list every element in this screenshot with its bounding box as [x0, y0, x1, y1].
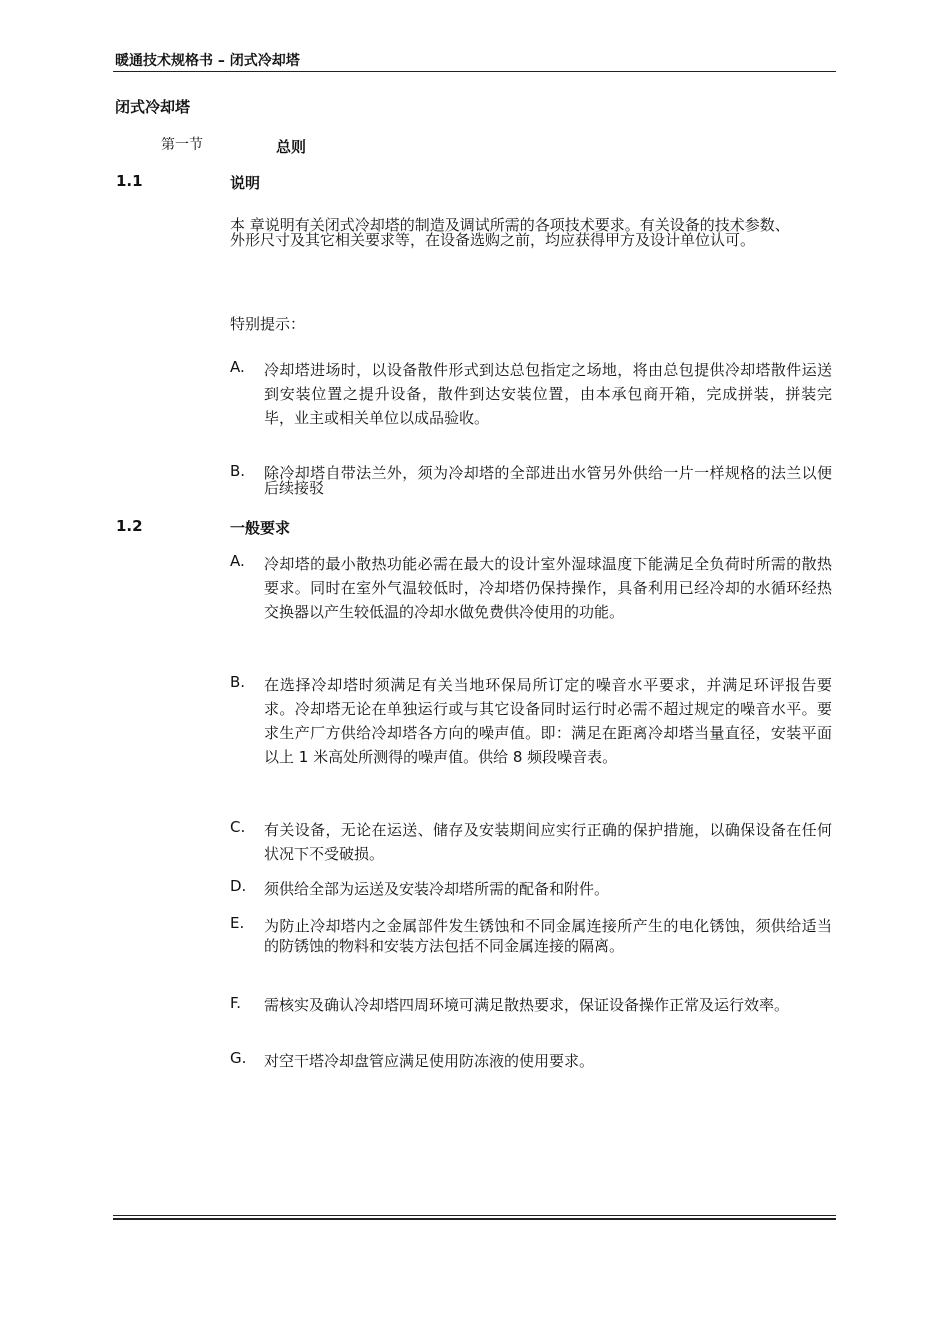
list-item-text: 在选择冷却塔时须满足有关当地环保局所订定的噪音水平要求，并满足环评报告要求。冷却塔无论在单独运行或与其它设备同时运行时必需不超过规定的噪音水平。要求生产厂方供给冷却塔各方向的噪声值。即：满足在距离冷却塔当量直径，安装平面以上 1 米高处所测得的噪声值。供给 8 频段噪音表。	[264, 676, 832, 766]
header-rule	[113, 71, 836, 72]
list-item-letter: E.	[230, 914, 245, 932]
clause-heading-1-1: 说明	[230, 174, 261, 192]
list-item-letter: A.	[230, 358, 245, 376]
list-item-letter: B.	[230, 462, 246, 480]
footer-rule-thick	[113, 1218, 836, 1220]
special-note-label: 特别提示：	[230, 315, 306, 333]
intro-paragraph: 本 章说明有关闭式冷却塔的制造及调试所需的各项技术要求。有关设备的技术参数、外形尺寸及其它相关要求等，在设备选购之前，均应获得甲方及设计单位认可。	[230, 216, 790, 249]
running-header: 暖通技术规格书 – 闭式冷却塔	[115, 53, 300, 69]
list-item-letter: G.	[230, 1049, 247, 1067]
list-item-letter: B.	[230, 673, 246, 691]
list-item-letter: D.	[230, 877, 247, 895]
list-item-text: 除冷却塔自带法兰外，须为冷却塔的全部进出水管另外供给一片一样规格的法兰以便后续接驳	[264, 464, 832, 497]
clause-number-1-1: 1.1	[116, 172, 143, 190]
list-item-text: 为防止冷却塔内之金属部件发生锈蚀和不同金属连接所产生的电化锈蚀，须供给适当的防锈蚀的物料和安装方法包括不同金属连接的隔离。	[264, 917, 832, 955]
list-item-letter: C.	[230, 818, 246, 836]
clause-heading-1-2: 一般要求	[230, 519, 291, 537]
list-item-text: 对空干塔冷却盘管应满足使用防冻液的使用要求。	[264, 1052, 595, 1070]
document-title: 闭式冷却塔	[115, 98, 191, 116]
footer-rule-thin	[113, 1215, 836, 1216]
section-title: 总则	[276, 138, 307, 156]
list-item-text: 需核实及确认冷却塔四周环境可满足散热要求，保证设备操作正常及运行效率。	[264, 996, 790, 1014]
list-item-text: 须供给全部为运送及安装冷却塔所需的配备和附件。	[264, 880, 610, 898]
list-item-letter: A.	[230, 552, 245, 570]
clause-number-1-2: 1.2	[116, 517, 143, 535]
list-item-text: 冷却塔进场时，以设备散件形式到达总包指定之场地，将由总包提供冷却塔散件运送到安装位置之提升设备，散件到达安装位置，由本承包商开箱，完成拼装，拼装完毕，业主或相关单位以成品验收。	[264, 361, 832, 427]
section-label: 第一节	[161, 137, 203, 153]
list-item-text: 冷却塔的最小散热功能必需在最大的设计室外湿球温度下能满足全负荷时所需的散热要求。同时在室外气温较低时，冷却塔仍保持操作，具备利用已经冷却的水循环经热交换器以产生较低温的冷却水做免费供冷使用的功能。	[264, 555, 832, 621]
list-item-letter: F.	[230, 994, 241, 1012]
list-item-text: 有关设备，无论在运送、储存及安装期间应实行正确的保护措施，以确保设备在任何状况下不受破损。	[264, 821, 832, 863]
